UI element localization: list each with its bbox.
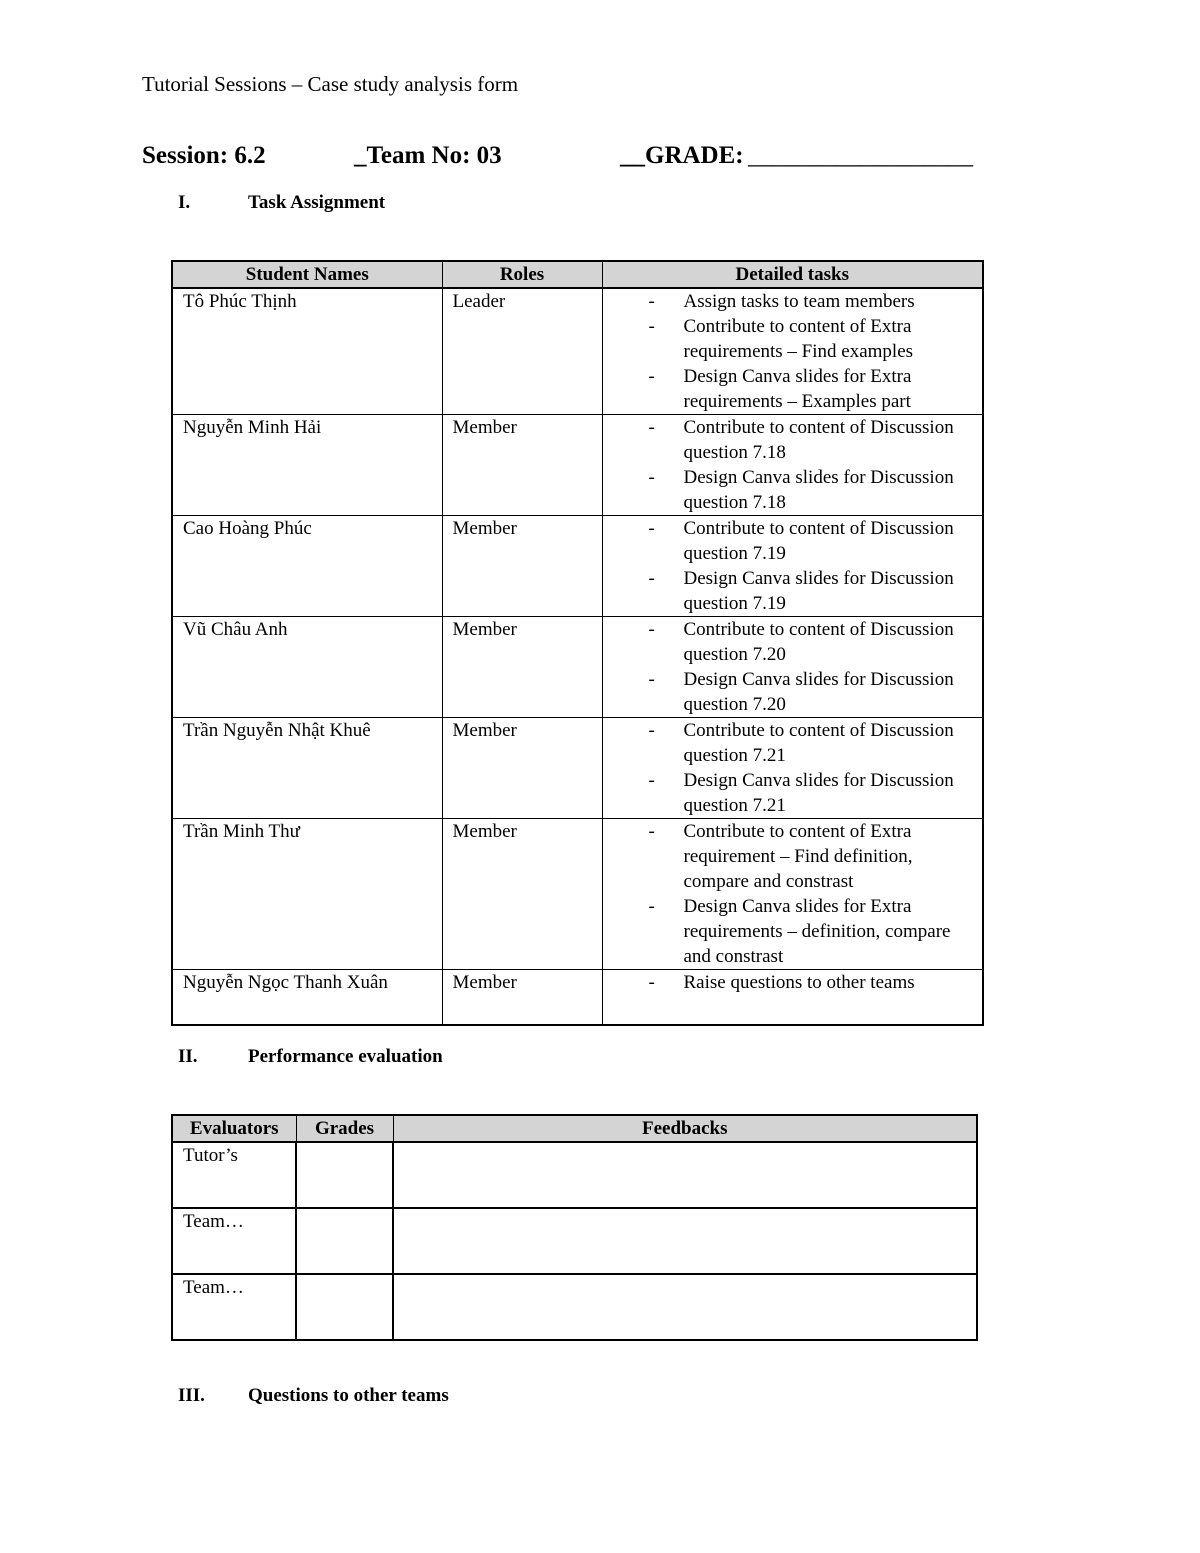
task-list <box>603 970 973 995</box>
feedback-cell[interactable] <box>393 1274 977 1340</box>
grade-cell[interactable] <box>296 1142 393 1208</box>
feedback-cell[interactable] <box>393 1142 977 1208</box>
role-cell: Member <box>442 970 602 1025</box>
table-row <box>172 718 983 819</box>
task-item: - Contribute to content of Discussion question 7.19 <box>603 516 973 566</box>
task-list <box>603 718 973 818</box>
table-header-row <box>172 261 983 288</box>
grade-blank: __________________ <box>748 142 973 169</box>
table-row <box>172 1208 977 1274</box>
role-cell: Member <box>442 819 602 970</box>
column-header: Roles <box>442 261 602 288</box>
student-name-cell: Nguyễn Ngọc Thanh Xuân <box>172 970 442 1025</box>
task-item: - Design Canva slides for Extra requirements – definition, compare and constrast <box>603 894 973 969</box>
page-header: Tutorial Sessions – Case study analysis form <box>142 72 519 96</box>
detailed-tasks-cell <box>602 970 983 1025</box>
section-number: III. <box>178 1385 205 1406</box>
task-list <box>603 415 973 515</box>
task-item: - Contribute to content of Extra requirements – Find examples <box>603 314 973 364</box>
section-number: II. <box>178 1046 198 1067</box>
student-name-cell: Vũ Châu Anh <box>172 617 442 718</box>
session-label: Session: 6.2 <box>142 142 266 169</box>
student-name-cell: Tô Phúc Thịnh <box>172 288 442 415</box>
section-title: Performance evaluation <box>248 1046 443 1067</box>
detailed-tasks-cell <box>602 415 983 516</box>
column-header: Evaluators <box>172 1115 296 1142</box>
detailed-tasks-cell <box>602 516 983 617</box>
evaluator-cell: Team… <box>172 1274 296 1340</box>
team-label: _Team No: 03 <box>354 142 502 169</box>
table-row <box>172 1274 977 1340</box>
feedback-cell[interactable] <box>393 1208 977 1274</box>
section-performance-evaluation <box>178 1046 443 1068</box>
task-item: - Design Canva slides for Discussion question 7.21 <box>603 768 973 818</box>
task-item: - Contribute to content of Discussion question 7.21 <box>603 718 973 768</box>
evaluator-cell: Tutor’s <box>172 1142 296 1208</box>
column-header: Feedbacks <box>393 1115 977 1142</box>
table-row <box>172 1142 977 1208</box>
role-cell: Member <box>442 415 602 516</box>
role-cell: Member <box>442 718 602 819</box>
student-name-cell: Trần Nguyễn Nhật Khuê <box>172 718 442 819</box>
task-item: - Assign tasks to team members <box>603 289 973 314</box>
grade-cell[interactable] <box>296 1274 393 1340</box>
section-task-assignment <box>178 192 385 214</box>
table-row <box>172 288 983 415</box>
task-item: - Contribute to content of Extra requirement – Find definition, compare and constrast <box>603 819 973 894</box>
performance-evaluation-table <box>171 1114 978 1341</box>
task-item: - Design Canva slides for Extra requirements – Examples part <box>603 364 973 414</box>
table-row <box>172 415 983 516</box>
student-name-cell: Nguyễn Minh Hải <box>172 415 442 516</box>
task-assignment-table <box>171 260 984 1026</box>
role-cell: Member <box>442 617 602 718</box>
evaluator-cell: Team… <box>172 1208 296 1274</box>
table-row <box>172 617 983 718</box>
table-row <box>172 516 983 617</box>
detailed-tasks-cell <box>602 819 983 970</box>
table-header-row <box>172 1115 977 1142</box>
section-number: I. <box>178 192 191 213</box>
table-row <box>172 819 983 970</box>
task-item: - Design Canva slides for Discussion question 7.18 <box>603 465 973 515</box>
section-title: Questions to other teams <box>248 1385 449 1406</box>
task-item: - Contribute to content of Discussion question 7.18 <box>603 415 973 465</box>
section-questions-other-teams <box>178 1385 449 1407</box>
section-title: Task Assignment <box>248 192 386 213</box>
task-item: - Raise questions to other teams <box>603 970 973 995</box>
task-item: - Design Canva slides for Discussion question 7.20 <box>603 667 973 717</box>
task-list <box>603 617 973 717</box>
detailed-tasks-cell <box>602 718 983 819</box>
student-name-cell: Cao Hoàng Phúc <box>172 516 442 617</box>
role-cell: Member <box>442 516 602 617</box>
table-row <box>172 970 983 1025</box>
role-cell: Leader <box>442 288 602 415</box>
student-name-cell: Trần Minh Thư <box>172 819 442 970</box>
detailed-tasks-cell <box>602 617 983 718</box>
column-header: Detailed tasks <box>602 261 983 288</box>
grade-cell[interactable] <box>296 1208 393 1274</box>
task-list <box>603 289 973 414</box>
grade-label: __GRADE: <box>620 142 744 169</box>
task-item: - Contribute to content of Discussion question 7.20 <box>603 617 973 667</box>
task-item: - Design Canva slides for Discussion question 7.19 <box>603 566 973 616</box>
column-header: Student Names <box>172 261 442 288</box>
task-list <box>603 516 973 616</box>
detailed-tasks-cell <box>602 288 983 415</box>
task-list <box>603 819 973 969</box>
column-header: Grades <box>296 1115 393 1142</box>
